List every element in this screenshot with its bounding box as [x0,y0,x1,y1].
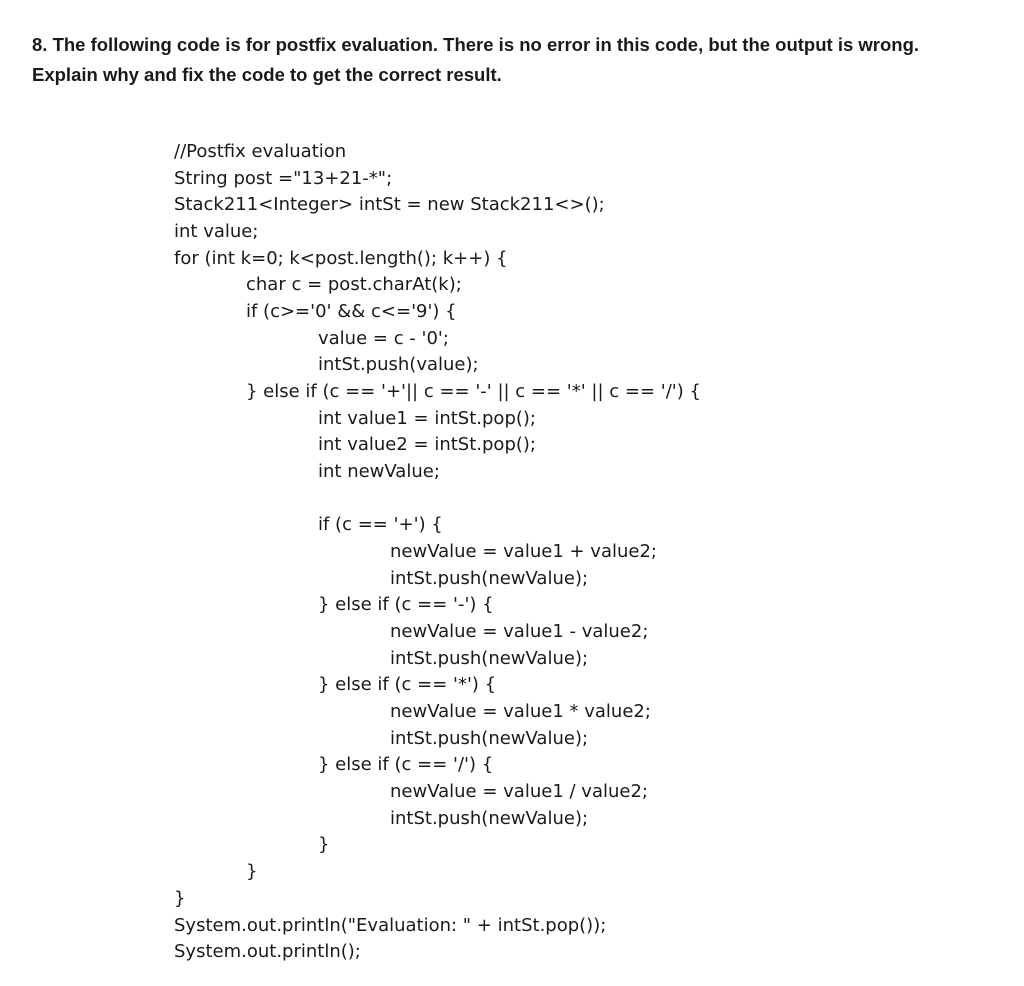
code-line: newValue = value1 * value2; [390,701,651,722]
code-line: } [246,861,258,882]
code-line: char c = post.charAt(k); [246,274,462,295]
code-line: if (c>='0' && c<='9') { [246,301,457,322]
code-line: int value2 = intSt.pop(); [318,434,536,455]
code-line: newValue = value1 / value2; [390,781,648,802]
code-line: } else if (c == '-') { [318,594,494,615]
code-line: intSt.push(newValue); [390,808,589,829]
code-line: intSt.push(newValue); [390,568,589,589]
code-line: for (int k=0; k<post.length(); k++) { [174,248,508,269]
code-line: value = c - '0'; [318,328,449,349]
code-line: } [318,834,330,855]
code-line: int value1 = intSt.pop(); [318,408,536,429]
code-line: newValue = value1 + value2; [390,541,657,562]
question-line-1: 8. The following code is for postfix evaluation. There is no error in this code, but the output is wrong. [32,34,920,55]
code-line: } else if (c == '/') { [318,754,494,775]
code-line: intSt.push(value); [318,354,479,375]
code-line: System.out.println("Evaluation: " + intSt.pop()); [174,915,607,936]
code-line: newValue = value1 - value2; [390,621,649,642]
code-line: String post ="13+21-*"; [174,168,393,189]
code-line: } [174,888,186,909]
code-line: //Postfix evaluation [174,141,347,162]
code-line: Stack211<Integer> intSt = new Stack211<>(); [174,194,605,215]
code-line: } else if (c == '+'|| c == '-' || c == '*' || c == '/') { [246,381,701,402]
code-line: intSt.push(newValue); [390,728,589,749]
code-line: System.out.println(); [174,941,361,962]
code-line: int newValue; [318,461,440,482]
question-text [32,30,992,90]
code-line: if (c == '+') { [318,514,443,535]
code-line: int value; [174,221,259,242]
question-line-2: Explain why and fix the code to get the correct result. [32,64,502,85]
code-line: } else if (c == '*') { [318,674,497,695]
code-line: intSt.push(newValue); [390,648,589,669]
